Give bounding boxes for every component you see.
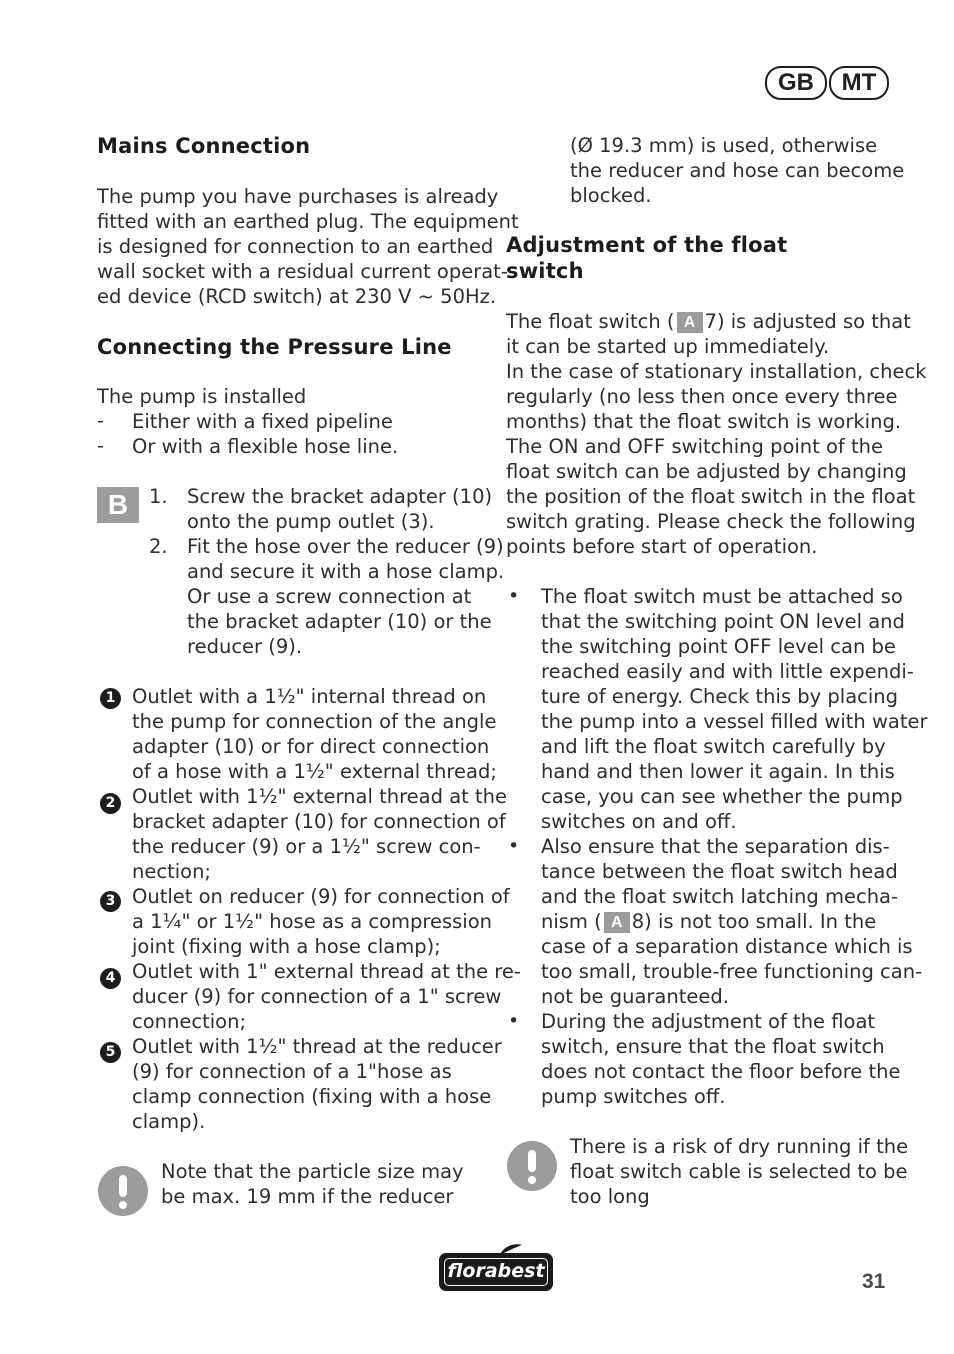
mains-connection-text [97, 184, 519, 309]
dash-item-flexible-hose: Or with a flexible hose line. [132, 435, 399, 458]
text-line: Outlet with a 1½" internal thread on [132, 685, 487, 708]
text-line: hand and then lower it again. In this [541, 760, 895, 783]
text-line: too small, trouble-free functioning can- [541, 960, 923, 983]
text-line: The ON and OFF switching point of the [506, 435, 883, 458]
text-line: switch, ensure that the float switch [541, 1035, 885, 1058]
text-line: Outlet with 1½" external thread at the [132, 785, 508, 808]
text-line: reached easily and with little expendi- [541, 660, 914, 683]
language-badge-gb: GB [765, 66, 827, 100]
text-line: float switch cable is selected to be [570, 1160, 908, 1183]
text-line: case of a separation distance which is [541, 935, 913, 958]
float-title-line-1: Adjustment of the float [506, 233, 788, 257]
text-line: onto the pump outlet (3). [187, 510, 435, 533]
text-line: float switch can be adjusted by changing [506, 460, 907, 483]
outlet-3-text [132, 884, 510, 959]
text-line: of a hose with a 1½" external thread; [132, 760, 497, 783]
text-line: joint (fixing with a hose clamp); [132, 935, 441, 958]
text-line: is designed for connection to an earthed [97, 235, 494, 258]
step-2-text [187, 534, 504, 659]
text-line: and secure it with a hose clamp. [187, 560, 505, 583]
float-switch-text [506, 309, 927, 559]
text-line: (9) for connection of a 1"hose as [132, 1060, 452, 1083]
outlet-number-1: 1 [100, 688, 121, 709]
text-line: the switching point OFF level can be [541, 635, 896, 658]
outlet-number-3: 3 [100, 891, 121, 912]
text-fragment: 7) is adjusted so that [704, 310, 911, 333]
text-line: Outlet with 1" external thread at the re- [132, 960, 521, 983]
dash-item-fixed-pipeline: Either with a fixed pipeline [132, 410, 393, 433]
text-line: Screw the bracket adapter (10) [187, 485, 493, 508]
text-line: Outlet with 1½" thread at the reducer [132, 1035, 502, 1058]
text-line: During the adjustment of the float [541, 1010, 876, 1033]
text-line: ducer (9) for connection of a 1" screw [132, 985, 502, 1008]
text-line: the pump for connection of the angle [132, 710, 497, 733]
text-line: There is a risk of dry running if the [570, 1135, 909, 1158]
figure-a-badge: A [677, 312, 703, 333]
text-line: reducer (9). [187, 635, 303, 658]
bullet-1-text [541, 584, 928, 834]
text-line: clamp). [132, 1110, 206, 1133]
figure-a-badge: A [604, 912, 630, 933]
bullet-3-text [541, 1009, 900, 1109]
text-line: does not contact the floor before the [541, 1060, 901, 1083]
section-title-float-switch [506, 232, 787, 284]
outlet-1-text [132, 684, 497, 784]
text-line: the bracket adapter (10) or the [187, 610, 492, 633]
dash-marker: - [97, 410, 104, 432]
text-line: that the switching point ON level and [541, 610, 905, 633]
text-line: connection; [132, 1010, 247, 1033]
section-title-mains-connection: Mains Connection [97, 134, 311, 158]
text-line: clamp connection (fixing with a hose [132, 1085, 492, 1108]
outlet-4-text [132, 959, 521, 1034]
outlet-2-text [132, 784, 507, 884]
text-line: Or use a screw connection at [187, 585, 472, 608]
text-line: not be guaranteed. [541, 985, 729, 1008]
bullet-2-text [541, 834, 922, 1009]
outlet-number-5: 5 [100, 1042, 121, 1063]
text-fragment: 8) is not too small. In the [631, 910, 877, 933]
text-line: the reducer and hose can become [570, 159, 905, 182]
text-line: and lift the float switch carefully by [541, 735, 886, 758]
pressure-intro: The pump is installed [97, 385, 307, 408]
bullet-marker: • [508, 835, 520, 857]
brand-logo [439, 1253, 553, 1291]
particle-size-note-continued [570, 133, 904, 208]
text-line: regularly (no less then once every three [506, 385, 898, 408]
text-line: be max. 19 mm if the reducer [161, 1185, 454, 1208]
outlet-number-2: 2 [100, 793, 121, 814]
text-line: the pump into a vessel filled with water [541, 710, 928, 733]
exclamation-icon [507, 1141, 557, 1191]
text-line: ture of energy. Check this by placing [541, 685, 899, 708]
text-line: nection; [132, 860, 211, 883]
text-line: pump switches off. [541, 1085, 726, 1108]
bullet-marker: • [508, 585, 520, 607]
step-number-1: 1. [149, 485, 168, 508]
text-line: months) that the float switch is working. [506, 410, 902, 433]
brand-logo-text: florabest [447, 1260, 545, 1282]
text-line: adapter (10) or for direct connection [132, 735, 490, 758]
text-line-with-badge [541, 909, 922, 934]
text-line: Fit the hose over the reducer (9) [187, 535, 504, 558]
text-line: Note that the particle size may [161, 1160, 464, 1183]
bullet-marker: • [508, 1010, 520, 1032]
text-line: The pump you have purchases is already [97, 185, 499, 208]
text-line: Also ensure that the separation dis- [541, 835, 890, 858]
figure-b-badge: B [97, 487, 139, 523]
dash-marker: - [97, 435, 104, 457]
text-line: (Ø 19.3 mm) is used, otherwise [570, 134, 878, 157]
page-number: 31 [862, 1270, 886, 1293]
text-line: the reducer (9) or a 1½" screw con- [132, 835, 481, 858]
float-title-line-2: switch [506, 259, 584, 283]
section-title-pressure-line: Connecting the Pressure Line [97, 335, 452, 359]
step-1-text [187, 484, 492, 534]
language-badge-mt: MT [829, 66, 889, 100]
text-line: fitted with an earthed plug. The equipment [97, 210, 519, 233]
step-number-2: 2. [149, 535, 168, 558]
text-line: blocked. [570, 184, 652, 207]
text-line: ed device (RCD switch) at 230 V ~ 50Hz. [97, 285, 497, 308]
text-line: The float switch must be attached so [541, 585, 903, 608]
text-line: switches on and off. [541, 810, 737, 833]
text-fragment: The float switch ( [506, 310, 675, 333]
text-line: wall socket with a residual current operat- [97, 260, 508, 283]
text-line: the position of the float switch in the float [506, 485, 916, 508]
dry-running-warning [570, 1134, 908, 1209]
text-line: points before start of operation. [506, 535, 818, 558]
exclamation-icon [98, 1166, 148, 1216]
text-line: too long [570, 1185, 650, 1208]
text-line: it can be started up immediately. [506, 335, 830, 358]
text-fragment: nism ( [541, 910, 602, 933]
text-line: and the float switch latching mecha- [541, 885, 899, 908]
outlet-number-4: 4 [100, 968, 121, 989]
text-line: tance between the float switch head [541, 860, 898, 883]
text-line-with-badge [506, 309, 927, 334]
particle-size-note [161, 1159, 464, 1209]
text-line: In the case of stationary installation, check [506, 360, 927, 383]
text-line: bracket adapter (10) for connection of [132, 810, 506, 833]
outlet-5-text [132, 1034, 502, 1134]
text-line: a 1¼" or 1½" hose as a compression [132, 910, 492, 933]
text-line: Outlet on reducer (9) for connection of [132, 885, 510, 908]
text-line: case, you can see whether the pump [541, 785, 903, 808]
text-line: switch grating. Please check the following [506, 510, 916, 533]
